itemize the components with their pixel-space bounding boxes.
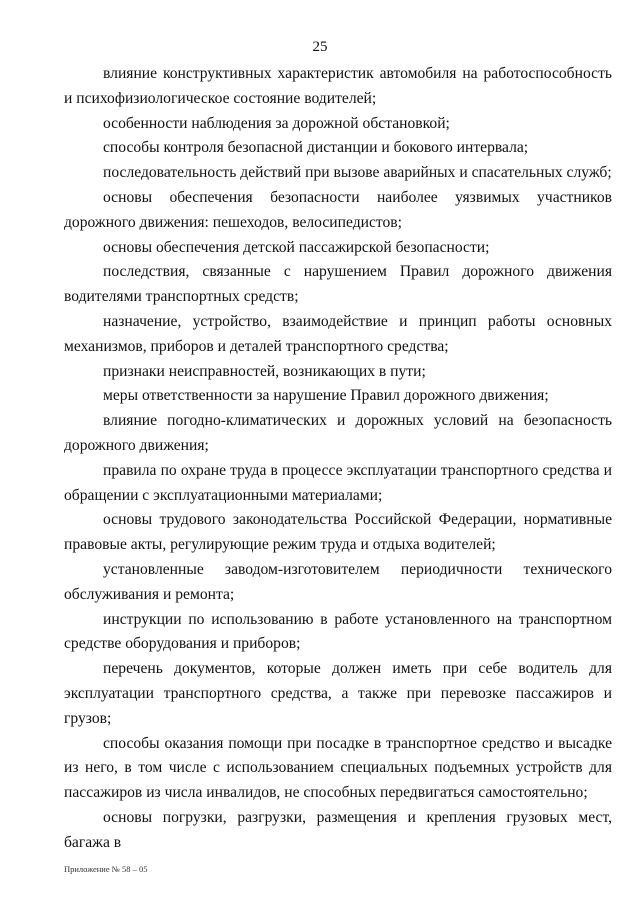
document-body [64, 62, 612, 856]
footer-note: Приложение № 58 – 05 [64, 864, 148, 874]
list-item: основы обеспечения безопасности наиболее уязвимых участников дорожного движения: пешеходов, велосипедистов; [64, 188, 612, 231]
list-item: способы оказания помощи при посадке в транспортное средство и высадке из него, в том числе с использованием специальных подъемных устройств для пассажиров из числа инвалидов, не способных передвигаться самостоятельно; [64, 734, 612, 802]
list-item: признаки неисправностей, возникающих в пути; [103, 362, 426, 380]
list-item: основы погрузки, разгрузки, размещения и крепления грузовых мест, багажа в [64, 808, 612, 851]
list-item: перечень документов, которые должен иметь при себе водитель для эксплуатации транспортного средства, а также при перевозке пассажиров и грузов; [64, 660, 612, 727]
page-number: 25 [312, 39, 328, 55]
list-item: основы обеспечения детской пассажирской безопасности; [103, 238, 490, 256]
list-item: особенности наблюдения за дорожной обстановкой; [103, 114, 450, 132]
list-item: основы трудового законодательства Российской Федерации, нормативные правовые акты, регулирующие режим труда и отдыха водителей; [64, 511, 612, 554]
list-item: последствия, связанные с нарушением Правил дорожного движения водителями транспортных средств; [64, 263, 612, 306]
list-item: последовательность действий при вызове аварийных и спасательных служб; [103, 164, 612, 182]
list-item: назначение, устройство, взаимодействие и принцип работы основных механизмов, приборов и деталей транспортного средства; [64, 312, 612, 355]
list-item: правила по охране труда в процессе эксплуатации транспортного средства и обращении с эксплуатационными материалами; [64, 461, 612, 504]
list-item: влияние конструктивных характеристик автомобиля на работоспособность и психофизиологическое состояние водителей; [64, 65, 612, 107]
list-item: влияние погодно-климатических и дорожных условий на безопасность дорожного движения; [64, 412, 612, 454]
list-item: инструкции по использованию в работе установленного на транспортном средстве оборудования и приборов; [64, 610, 612, 653]
list-item: способы контроля безопасной дистанции и бокового интервала; [103, 139, 529, 157]
list-item: установленные заводом-изготовителем периодичности технического обслуживания и ремонта; [64, 560, 612, 603]
list-item: меры ответственности за нарушение Правил дорожного движения; [103, 387, 549, 405]
